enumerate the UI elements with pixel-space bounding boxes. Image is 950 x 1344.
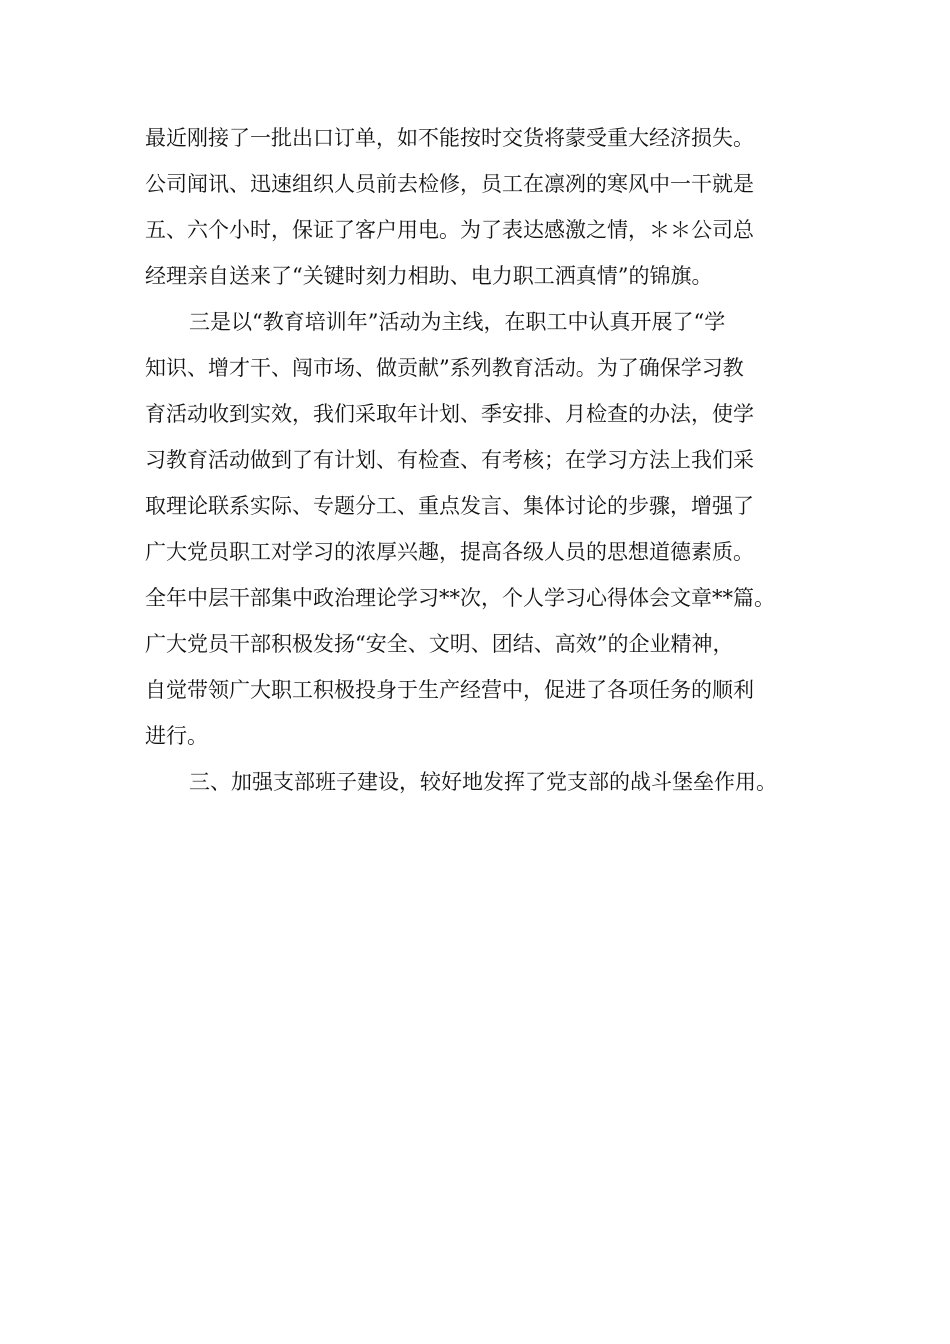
paragraph-line: 广大党员职工对学习的浓厚兴趣，提高各级人员的思想道德素质。 <box>145 540 754 564</box>
paragraph-line: 取理论联系实际、专题分工、重点发言、集体讨论的步骤，增强了 <box>145 494 754 518</box>
paragraph-line: 自觉带领广大职工积极投身于生产经营中，促进了各项任务的顺利 <box>145 678 754 702</box>
paragraph-line: 三是以“教育培训年”活动为主线，在职工中认真开展了“学 <box>189 310 726 334</box>
paragraph-line: 进行。 <box>145 724 208 748</box>
body-text <box>145 115 845 805</box>
paragraph-line: 经理亲自送来了“关键时刻力相助、电力职工洒真情”的锦旗。 <box>145 264 713 288</box>
paragraph-line: 知识、增才干、闯市场、做贡献”系列教育活动。为了确保学习教 <box>145 356 744 380</box>
paragraph-line: 公司闻讯、迅速组织人员前去检修，员工在凛冽的寒风中一干就是 <box>145 172 754 196</box>
paragraph-line: 全年中层干部集中政治理论学习**次，个人学习心得体会文章**篇。 <box>145 586 775 610</box>
paragraph-line: 育活动收到实效，我们采取年计划、季安排、月检查的办法，使学 <box>145 402 754 426</box>
paragraph-line: 五、六个小时，保证了客户用电。为了表达感激之情，＊＊公司总 <box>145 218 754 242</box>
paragraph-line: 广大党员干部积极发扬“安全、文明、团结、高效”的企业精神， <box>145 632 734 656</box>
section-heading: 三、加强支部班子建设，较好地发挥了党支部的战斗堡垒作用。 <box>189 770 777 794</box>
paragraph-line: 习教育活动做到了有计划、有检查、有考核；在学习方法上我们采 <box>145 448 754 472</box>
paragraph-line: 最近刚接了一批出口订单，如不能按时交货将蒙受重大经济损失。 <box>145 126 754 150</box>
